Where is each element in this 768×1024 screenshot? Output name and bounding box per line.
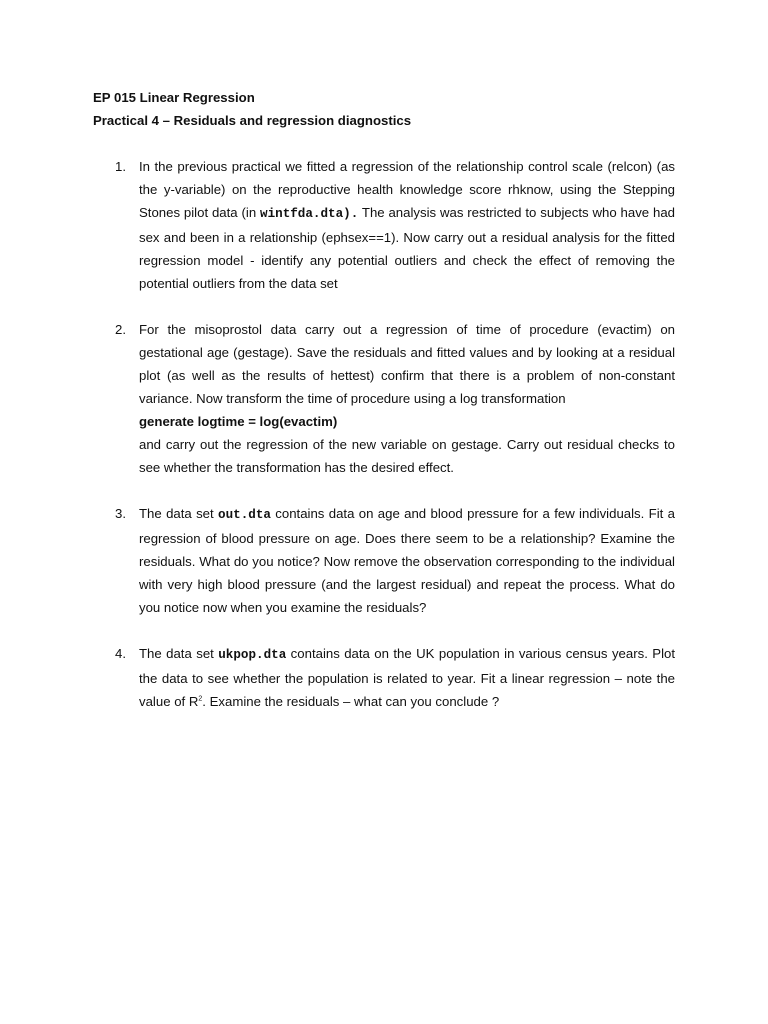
question-4 [93,642,675,713]
question-text [139,155,675,295]
question-number: 4. [115,646,126,661]
question-text-continued: and carry out the regression of the new variable on gestage. Carry out residual checks to see whether the transformation has the desired effect. [139,437,675,475]
dataset-filename: wintfda.dta). [260,207,359,221]
question-text [139,502,675,619]
question-text-part: The data set [139,646,219,661]
course-title: EP 015 Linear Regression [93,90,255,105]
r-squared-superscript: 2 [198,695,203,703]
question-3 [93,502,675,619]
document-page [93,86,675,736]
question-number: 2. [115,322,126,337]
question-text: For the misoprostol data carry out a regression of time of procedure (evactim) on gestational age (gestage). Save the residuals and fitted values and by looking at a residual plot (as well as the results of hettest) confirm that there is a problem of non-constant variance. Now transform the time of procedure using a log transformation [139,322,675,406]
question-list [93,155,675,713]
question-text-part: In the previous practical we fitted a regression of the relationship control scale (relcon) (as the y-variable) on the reproductive health knowledge score rhknow, using the Stepping Stones pilot data (in [139,159,675,220]
question-number: 1. [115,159,126,174]
question-text-part: contains data on age and blood pressure for a few individuals. Fit a regression of blood pressure on age. Does there seem to be a relationship? Examine the residuals. What do you notice? Now remove the observation corresponding to the individual with very high blood pressure (and the largest residual) and repeat the process. What do you notice now when you examine the residuals? [139,506,675,615]
question-text-part: The analysis was restricted to subjects who have had sex and been in a relationship (ephsex==1). Now carry out a residual analysis for the fitted regression model - identify any potential outliers and check the effect of removing the potential outliers from the data set [139,205,675,291]
question-2 [93,318,675,479]
practical-title: Practical 4 – Residuals and regression diagnostics [93,113,412,128]
question-text-part: The data set [139,506,219,521]
dataset-filename: out.dta [218,508,271,522]
question-1 [93,155,675,295]
dataset-filename: ukpop.dta [218,648,287,662]
question-text-part: contains data on the UK population in various census years. Plot the data to see whether the population is related to year. Fit a linear regression – note the value of R [139,646,675,709]
question-text [139,642,675,713]
question-number: 3. [115,506,126,521]
question-text-part: . Examine the residuals – what can you conclude ? [202,694,500,709]
stata-command: generate logtime = log(evactim) [139,414,338,429]
